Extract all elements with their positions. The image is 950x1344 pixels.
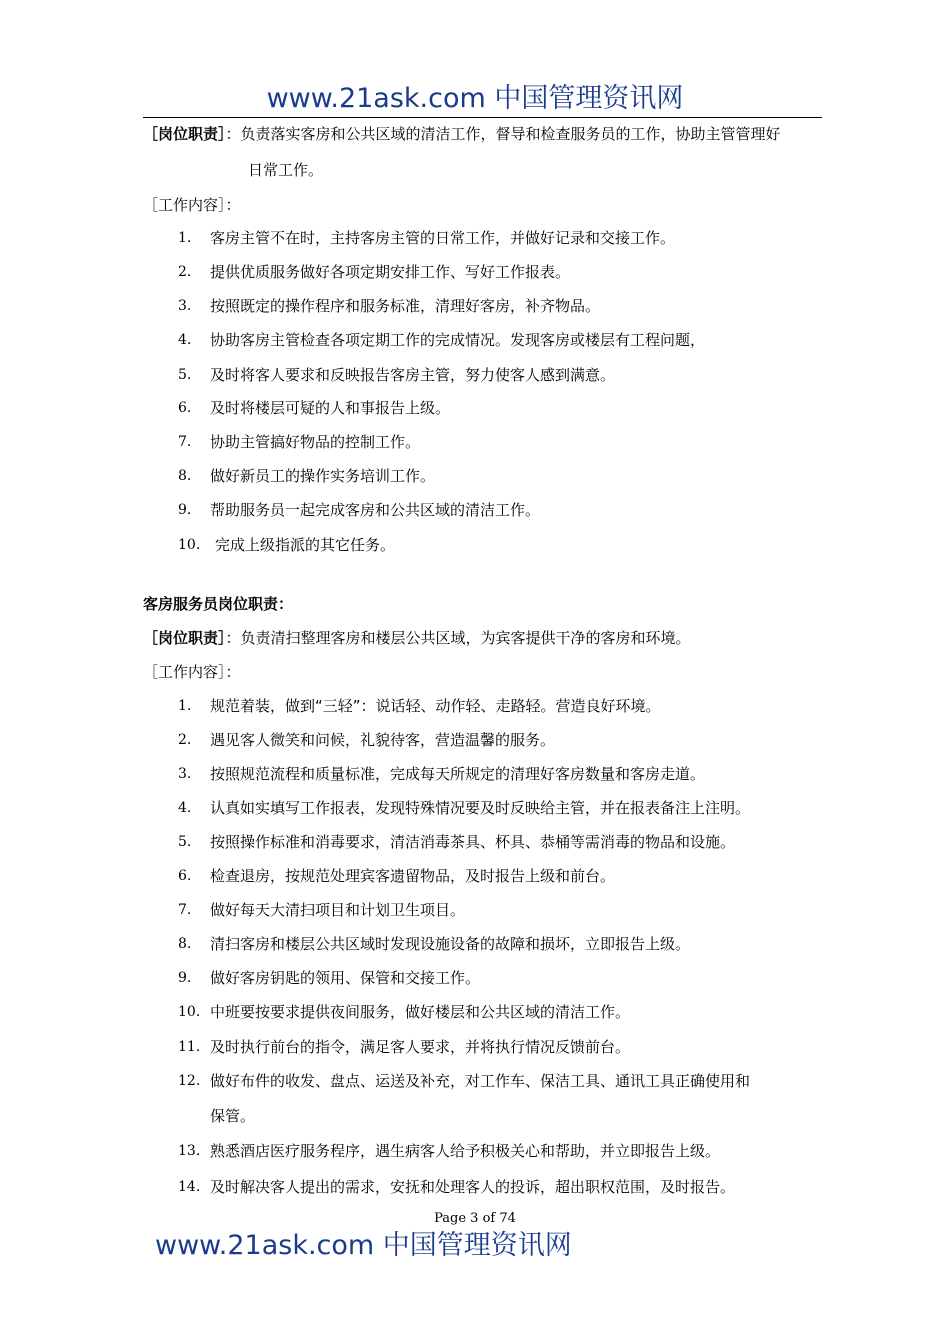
duty-line-1 xyxy=(143,124,781,144)
work1-item-text: 及时将楼层可疑的人和事报告上级。 xyxy=(210,399,451,417)
work2-item-number: 7. xyxy=(178,902,192,918)
work2-item-text: 遇见客人微笑和问候，礼貌待客，营造温馨的服务。 xyxy=(210,731,556,749)
work2-item-text: 清扫客房和楼层公共区域时发现设施设备的故障和损坏，立即报告上级。 xyxy=(210,935,691,953)
duty-text: ：负责落实客房和公共区域的清洁工作，督导和检查服务员的工作，协助主管管理好 xyxy=(225,125,781,143)
work2-item-text: 规范着装，做到“三轻”：说话轻、动作轻、走路轻。营造良好环境。 xyxy=(210,697,661,715)
work2-item-text-cont: 保管。 xyxy=(210,1107,256,1125)
header-divider xyxy=(143,117,822,118)
work1-item-number: 9. xyxy=(178,502,192,518)
work2-item-number: 5. xyxy=(178,834,192,850)
work1-item-text: 按照既定的操作程序和服务标准，清理好客房，补齐物品。 xyxy=(210,297,601,315)
work1-item-text: 协助客房主管检查各项定期工作的完成情况。发现客房或楼层有工程问题， xyxy=(210,331,706,349)
work2-item-number: 12. xyxy=(178,1073,201,1089)
work2-item-text: 按照操作标准和消毒要求，清洁消毒茶具、杯具、恭桶等需消毒的物品和设施。 xyxy=(210,833,736,851)
work2-item-number: 1. xyxy=(178,698,192,714)
work2-item-text: 熟悉酒店医疗服务程序，遇生病客人给予积极关心和帮助，并立即报告上级。 xyxy=(210,1142,721,1160)
work2-item-text: 按照规范流程和质量标准，完成每天所规定的清理好客房数量和客房走道。 xyxy=(210,765,706,783)
work1-item-number: 6. xyxy=(178,400,192,416)
page-number: Page 3 of 74 xyxy=(434,1211,516,1226)
work2-item-number: 11. xyxy=(178,1039,201,1055)
work2-item-number: 14. xyxy=(178,1179,201,1195)
work1-item-text: 及时将客人要求和反映报告客房主管，努力使客人感到满意。 xyxy=(210,366,616,384)
duty-line-2: 日常工作。 xyxy=(248,161,324,179)
work2-item-number: 3. xyxy=(178,766,192,782)
work1-item-number: 7. xyxy=(178,434,192,450)
work2-item-number: 8. xyxy=(178,936,192,952)
header-title: www.21ask.com 中国管理资讯网 xyxy=(266,83,684,114)
work-label-line-s2: ［工作内容］： xyxy=(143,663,241,681)
work2-item-text: 检查退房，按规范处理宾客遗留物品，及时报告上级和前台。 xyxy=(210,867,616,885)
work1-item-text: 提供优质服务做好各项定期安排工作、写好工作报表。 xyxy=(210,263,571,281)
work1-item-number: 4. xyxy=(178,332,192,348)
duty-line-s2 xyxy=(143,628,691,648)
work1-item-number: 8. xyxy=(178,468,192,484)
work2-item-text: 做好客房钥匙的领用、保管和交接工作。 xyxy=(210,969,481,987)
work2-item-number: 9. xyxy=(178,970,192,986)
work1-item-text: 帮助服务员一起完成客房和公共区域的清洁工作。 xyxy=(210,501,541,519)
work-label-line: ［工作内容］： xyxy=(143,196,241,214)
work1-item-text: 完成上级指派的其它任务。 xyxy=(215,536,396,554)
work2-item-text: 及时解决客人提出的需求，安抚和处理客人的投诉，超出职权范围，及时报告。 xyxy=(210,1178,736,1196)
work2-item-number: 6. xyxy=(178,868,192,884)
work1-item-number: 1. xyxy=(178,230,192,246)
work-label: ［工作内容］ xyxy=(143,196,226,214)
work2-item-number: 4. xyxy=(178,800,192,816)
work2-item-text: 及时执行前台的指令，满足客人要求，并将执行情况反馈前台。 xyxy=(210,1038,631,1056)
work1-item-number: 3. xyxy=(178,298,192,314)
work1-item-text: 客房主管不在时，主持客房主管的日常工作，并做好记录和交接工作。 xyxy=(210,229,676,247)
work1-item-number: 5. xyxy=(178,367,192,383)
duty-label: ［岗位职责］ xyxy=(143,125,226,143)
work1-item-text: 做好新员工的操作实务培训工作。 xyxy=(210,467,436,485)
work1-item-number: 2. xyxy=(178,264,192,280)
work2-item-number: 2. xyxy=(178,732,192,748)
duty-label-s2: ［岗位职责］ xyxy=(143,629,226,647)
work2-item-number: 13. xyxy=(178,1143,201,1159)
duty-text-s2: ：负责清扫整理客房和楼层公共区域，为宾客提供干净的客房和环境。 xyxy=(225,629,691,647)
work2-item-number: 10. xyxy=(178,1004,201,1020)
work2-item-text: 中班要按要求提供夜间服务，做好楼层和公共区域的清洁工作。 xyxy=(210,1003,631,1021)
section2-title: 客房服务员岗位职责： xyxy=(143,595,294,613)
work2-item-text: 做好每天大清扫项目和计划卫生项目。 xyxy=(210,901,466,919)
work1-item-text: 协助主管搞好物品的控制工作。 xyxy=(210,433,421,451)
work2-item-text: 认真如实填写工作报表，发现特殊情况要及时反映给主管，并在报表备注上注明。 xyxy=(210,799,751,817)
footer-title: www.21ask.com 中国管理资讯网 xyxy=(155,1230,572,1261)
work-label-s2: ［工作内容］ xyxy=(143,663,226,681)
work2-item-text: 做好布件的收发、盘点、运送及补充，对工作车、保洁工具、通讯工具正确使用和 xyxy=(210,1072,751,1090)
work1-item-number: 10. xyxy=(178,537,201,553)
